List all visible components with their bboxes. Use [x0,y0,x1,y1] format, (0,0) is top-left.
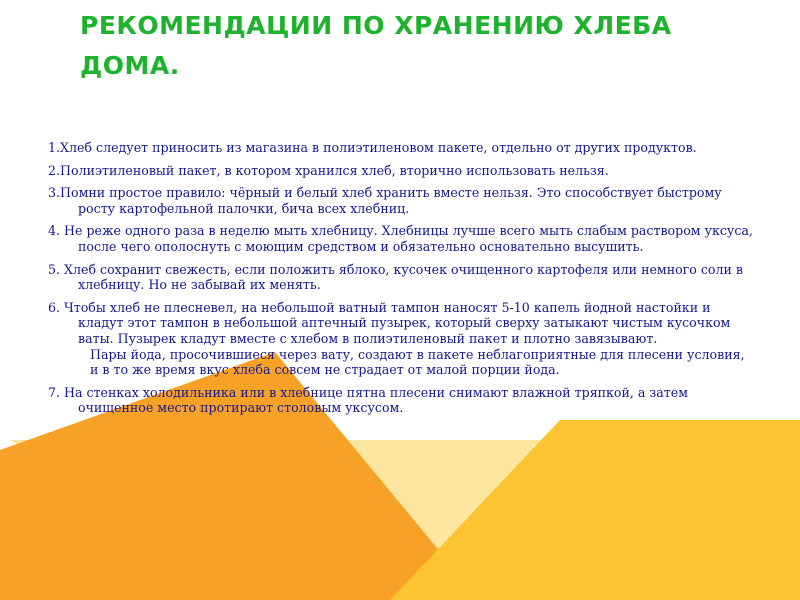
recommendation-item-6 [48,300,756,378]
recommendation-item-1: 1.Хлеб следует приносить из магазина в полиэтиленовом пакете, отдельно от других продуктов. [48,140,697,155]
slide-title: РЕКОМЕНДАЦИИ ПО ХРАНЕНИЮ ХЛЕБА ДОМА. [80,11,672,80]
recommendations-list [48,140,756,423]
recommendation-item-6-note: Пары йода, просочившиеся через вату, создают в пакете неблагоприятные для плесени условия, и в то же время вкус хлеба совсем не страдает от малой порции йода. [90,346,745,378]
recommendation-item-6-text: 6. Чтобы хлеб не плесневел, на небольшой ватный тампон наносят 5-10 капель йодной настойки и кладут этот тампон в небольшой аптечный пузырек, который сверху затыкают чистым кусочком ваты. Пузырек кладут вместе с хлебом в полиэтиленовый пакет и плотно завязывают. [48,299,731,346]
recommendation-item-4: 4. Не реже одного раза в неделю мыть хлебницу. Хлебницы лучше всего мыть слабым раствором уксуса, после чего ополоснуть с моющим средством и обязательно основательно высушить. [48,223,753,254]
recommendation-item-2: 2.Полиэтиленовый пакет, в котором хранился хлеб, вторично использовать нельзя. [48,162,609,178]
recommendation-item-7: 7. На стенках холодильника или в хлебнице пятна плесени снимают влажной тряпкой, а затем очищенное место протирают столовым уксусом. [48,384,688,416]
recommendation-item-3: 3.Помни простое правило: чёрный и белый хлеб хранить вместе нельзя. Это способствует быстрому росту картофельной палочки, бича всех хлебниц. [48,185,722,216]
recommendation-item-5: 5. Хлеб сохранит свежесть, если положить яблоко, кусочек очищенного картофеля или немного соли в хлебницу. Но не забывай их менять. [48,261,743,293]
